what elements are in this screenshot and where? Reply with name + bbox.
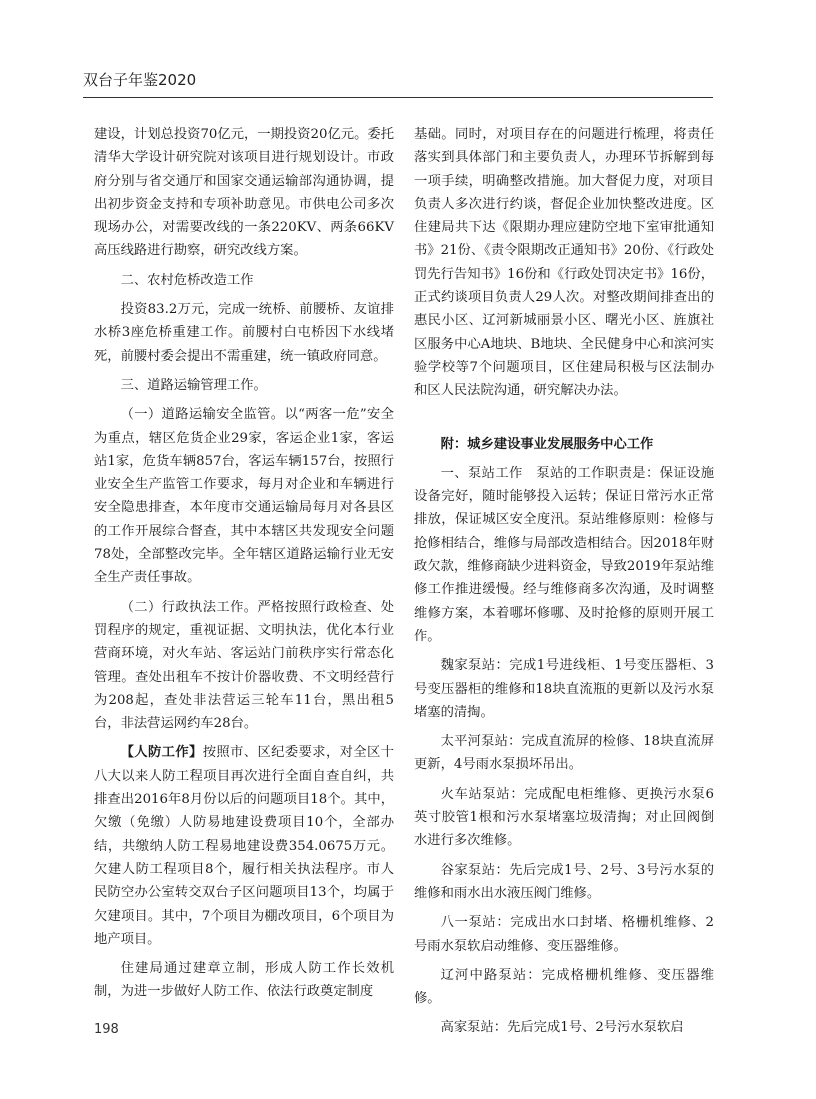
header-divider	[83, 97, 713, 98]
appendix-heading: 附：城乡建设事业发展服务中心工作	[440, 436, 654, 452]
right-text-column	[414, 123, 714, 1040]
left-text-column	[94, 123, 394, 1004]
paragraph: 高家泵站：先后完成1号、2号污水泵软启	[440, 1020, 684, 1036]
paragraph-renfang	[94, 741, 394, 951]
bracket-heading: 【人防工作】	[120, 745, 203, 761]
paragraph: 太平河泵站：完成直流屏的检修、18块直流屏更新，4号雨水泵损坏吊出。	[414, 734, 714, 773]
section-heading: 三、道路运输管理工作。	[120, 377, 267, 393]
paragraph: 谷家泵站：先后完成1号、2号、3号污水泵的维修和雨水出水液压阀门维修。	[414, 862, 714, 901]
page-number: 198	[94, 1022, 119, 1037]
paragraph: （一）道路运输安全监管。以“两客一危”安全为重点，辖区危货企业29家，客运企业1家，客运站1家，危货车辆857台，客运车辆157台，按照行业安全生产监管工作要求，每月对企业和车辆进行安全隐患排查，本年度市交通运输局每月对各县区的工作开展综合督查，其中本辖区共发现安全问题78处，全部整改完毕。全年辖区道路运输行业无安全生产责任事故。	[94, 407, 394, 586]
paragraph-text: 按照市、区纪委要求，对全区十八大以来人防工程项目再次进行全面自查自纠，共排查出2016年8月份以后的问题项目18个。其中，欠缴（免缴）人防易地建设费项目10个，全部办结，共缴纳人防工程易地建设费354.0675万元。欠建人防工程项目8个，履行相关执法程序。市人民防空办公室转交双台子区问题项目13个，均属于欠建项目。其中，7个项目为棚改项目，6个项目为地产项目。	[94, 745, 395, 947]
paragraph: 投资83.2万元，完成一统桥、前腰桥、友谊排水桥3座危桥重建工作。前腰村白屯桥因下水线堵死，前腰村委会提出不需重建，统一镇政府同意。	[94, 302, 394, 364]
paragraph: 建设，计划总投资70亿元，一期投资20亿元。委托清华大学设计研究院对该项目进行规划设计。市政府分别与省交通厅和国家交通运输部沟通协调，提出初步资金支持和专项补助意见。市供电公司多次现场办公，对需要改线的一条220KV、两条66KV高压线路进行勘察，研究改线方案。	[94, 127, 394, 259]
paragraph: 八一泵站：完成出水口封堵、格栅机维修、2号雨水泵软启动维修、变压器维修。	[414, 915, 714, 954]
running-header-title: 双台子年鉴2020	[83, 71, 197, 89]
paragraph: 火车站泵站：完成配电柜维修、更换污水泵6英寸胶管1根和污水泵堵塞垃圾清掏；对止回阀倒水进行多次维修。	[414, 786, 714, 849]
paragraph: 基础。同时，对项目存在的问题进行梳理，将责任落实到具体部门和主要负责人，办理环节拆解到每一项手续，明确整改措施。加大督促力度，对项目负责人多次进行约谈，督促企业加快整改进度。区住建局共下达《限期办理应建防空地下室审批通知书》21份、《责令限期改正通知书》20份、《行政处罚先行告知书》16份和《行政处罚决定书》16份，正式约谈项目负责人29人次。对整改期间排查出的惠民小区、辽河新城丽景小区、曙光小区、旌旗社区服务中心A地块、B地块、全民健身中心和滨河实验学校等7个问题项目，区住建局积极与区法制办和区人民法院沟通，研究解决办法。	[414, 127, 714, 399]
paragraph: （二）行政执法工作。严格按照行政检查、处罚程序的规定，重视证据、文明执法，优化本行业营商环境，对火车站、客运站门前秩序实行常态化管理。查处出租车不按计价器收费、不文明经营行为208起，查处非法营运三轮车11台，黑出租5台，非法营运网约车28台。	[94, 599, 394, 732]
section-heading: 二、农村危桥改造工作	[120, 272, 254, 288]
paragraph: 辽河中路泵站：完成格栅机维修、变压器维修。	[414, 967, 714, 1007]
paragraph: 魏家泵站：完成1号进线柜、1号变压器柜、3号变压器柜的维修和18块直流瓶的更新以及污水泵堵塞的清掏。	[414, 658, 714, 720]
paragraph: 一、泵站工作 泵站的工作职责是：保证设施设备完好，随时能够投入运转；保证日常污水正常排放，保证城区安全度汛。泵站维修原则：检修与抢修相结合，维修与局部改造相结合。因2018年财政欠款，维修商缺少进料资金，导致2019年泵站维修工作推进缓慢。经与维修商多次沟通，及时调整维修方案，本着哪坏修哪、及时抢修的原则开展工作。	[414, 465, 714, 644]
paragraph: 住建局通过建章立制，形成人防工作长效机制，为进一步做好人防工作、依法行政奠定制度	[94, 961, 394, 1000]
